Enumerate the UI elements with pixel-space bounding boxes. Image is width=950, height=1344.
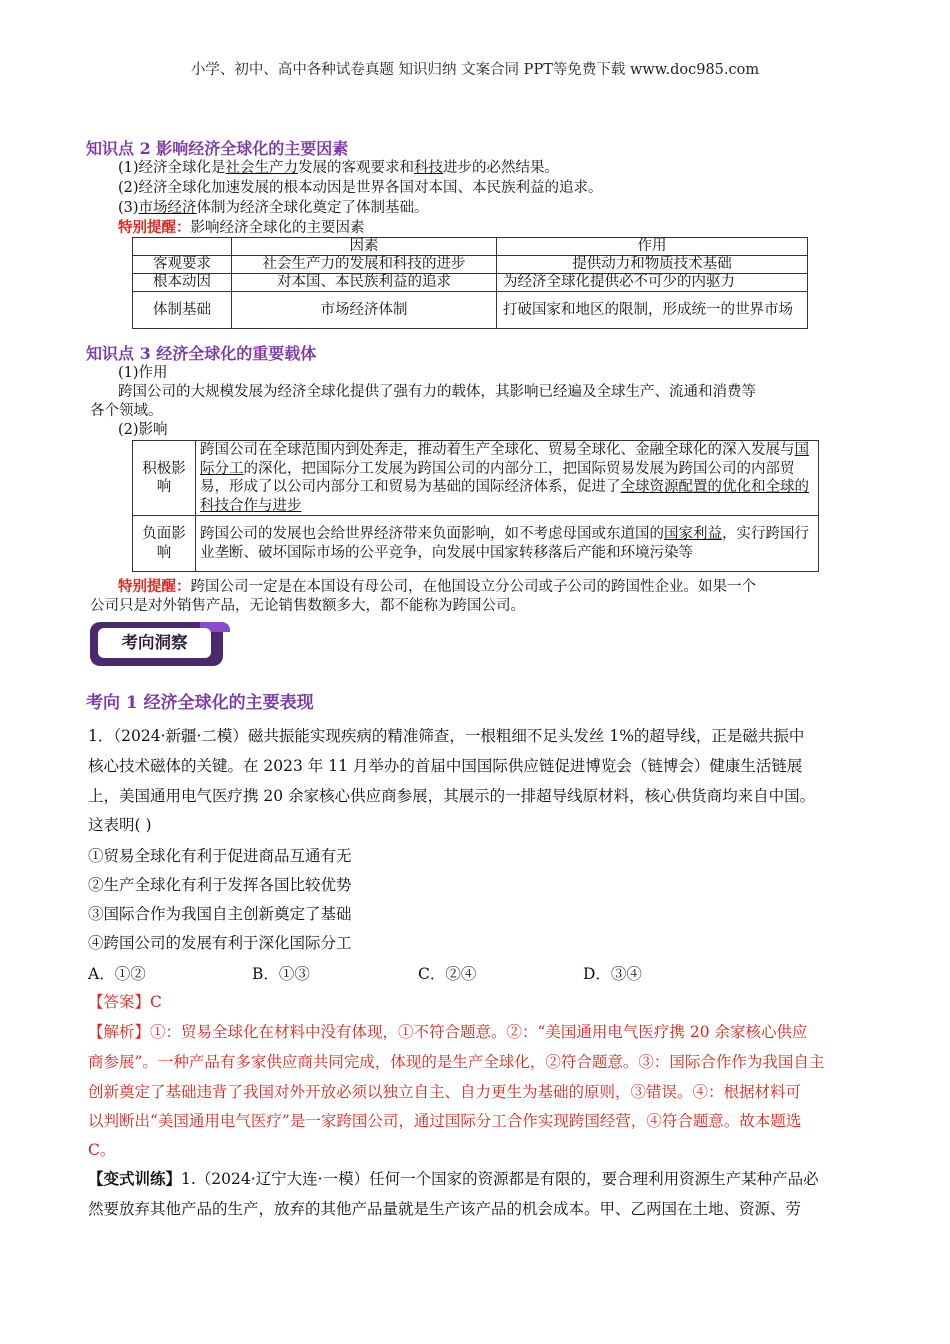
k1-title: 考向 1 经济全球化的主要表现	[86, 693, 314, 713]
analysis-line: C。	[88, 1141, 116, 1159]
option-b: B．①③	[252, 965, 310, 983]
question-line: 这表明( )	[88, 816, 152, 834]
kp3-text-line: 跨国公司的大规模发展为经济全球化提供了强有力的载体，其影响已经遍及全球生产、流通和消费等	[118, 384, 756, 400]
section-badge	[90, 622, 223, 666]
negative-impact-text: 跨国公司的发展也会给世界经济带来负面影响，如不考虑母国或东道国的国家利益，实行跨国行业垄断、破坏国际市场的公平竞争，向发展中国家转移落后产能和环境污染等	[196, 516, 819, 572]
statement-item: ③国际合作为我国自主创新奠定了基础	[88, 905, 352, 923]
table-header-row: 因素 作用	[133, 238, 808, 256]
table-row: 根本动因 对本国、本民族利益的追求 为经济全球化提供必不可少的内驱力	[133, 274, 808, 292]
kp2-point-2: (2)经济全球化加速发展的根本动因是世界各国对本国、本民族利益的追求。	[118, 180, 603, 196]
kp3-impact-table	[132, 440, 819, 572]
option-d: D．③④	[583, 965, 642, 983]
analysis-line: 【解析】①：贸易全球化在材料中没有体现，①不符合题意。②：“美国通用电气医疗携 20 余家核心供应	[88, 1023, 808, 1041]
table-row: 体制基础 市场经济体制 打破国家和地区的限制，形成统一的世界市场	[133, 292, 808, 329]
analysis-line: 创新奠定了基础违背了我国对外开放必须以独立自主、自力更生为基础的原则，③错误。④：根据材料可	[88, 1083, 802, 1101]
kp3-section-2: (2)影响	[118, 422, 168, 438]
kp3-tip-cont: 公司只是对外销售产品，无论销售数额多大，都不能称为跨国公司。	[90, 598, 525, 614]
answer: 【答案】C	[88, 993, 162, 1011]
negative-impact-label: 负面影响	[133, 516, 196, 572]
table-row	[133, 441, 819, 516]
kp2-point-3: (3)市场经济体制为经济全球化奠定了体制基础。	[118, 200, 429, 216]
kp3-title: 知识点 3 经济全球化的重要载体	[86, 344, 317, 363]
analysis-line: 商参展”。一种产品有多家供应商共同完成，体现的是生产全球化，②符合题意。③：国际合作作为我国自主	[88, 1053, 825, 1071]
kp2-tip: 特别提醒：影响经济全球化的主要因素	[118, 219, 365, 236]
kp3-section-1: (1)作用	[118, 365, 168, 381]
question-line: 上，美国通用电气医疗携 20 余家核心供应商参展，其展示的一排超导线原材料，核心供货商均来自中国。	[88, 787, 816, 805]
statement-item: ②生产全球化有利于发挥各国比较优势	[88, 876, 352, 894]
analysis-line: 以判断出“美国通用电气医疗”是一家跨国公司，通过国际分工合作实现跨国经营，④符合题意。故本题选	[88, 1112, 802, 1130]
positive-impact-text: 跨国公司在全球范围内到处奔走，推动着生产全球化、贸易全球化、金融全球化的深入发展与国际分工的深化，把国际分工发展为跨国公司的内部分工，把国际贸易发展为跨国公司的内部贸易，形成了以公司内部分工和贸易为基础的国际经济体系，促进了全球资源配置的优化和全球的科技合作与进步	[196, 441, 819, 516]
table-row: 客观要求 社会生产力的发展和科技的进步 提供动力和物质技术基础	[133, 256, 808, 274]
question-line: 1．（2024·新疆·二模）磁共振能实现疾病的精准筛查，一根粗细不足头发丝 1%的超导线，正是磁共振中	[88, 727, 805, 745]
kp2-title: 知识点 2 影响经济全球化的主要因素	[86, 139, 349, 158]
question-line: 核心技术磁体的关键。在 2023 年 11 月举办的首届中国国际供应链促进博览会（链博会）健康生活链展	[88, 757, 803, 775]
kp3-text-line: 各个领域。	[90, 403, 163, 419]
variant-line: 【变式训练】1.（2024·辽宁大连·一模）任何一个国家的资源都是有限的，要合理利用资源生产某种产品必	[88, 1169, 819, 1188]
page-header: 小学、初中、高中各种试卷真题 知识归纳 文案合同 PPT等免费下载 www.doc985.com	[190, 62, 760, 78]
statement-item: ①贸易全球化有利于促进商品互通有无	[88, 847, 352, 865]
kp2-point-1: (1)经济全球化是社会生产力发展的客观要求和科技进步的必然结果。	[118, 160, 560, 176]
option-a: A．①②	[88, 965, 146, 983]
variant-line: 然要放弃其他产品的生产，放弃的其他产品量就是生产该产品的机会成本。甲、乙两国在土地、资源、劳	[88, 1200, 802, 1218]
badge-label: 考向洞察	[98, 628, 211, 658]
kp2-factors-table	[132, 237, 808, 329]
table-row	[133, 516, 819, 572]
positive-impact-label: 积极影响	[133, 441, 196, 516]
statement-item: ④跨国公司的发展有利于深化国际分工	[88, 934, 352, 952]
kp3-tip: 特别提醒：跨国公司一定是在本国设有母公司，在他国设立分公司或子公司的跨国性企业。如果一个	[118, 578, 756, 595]
option-c: C．②④	[418, 965, 477, 983]
